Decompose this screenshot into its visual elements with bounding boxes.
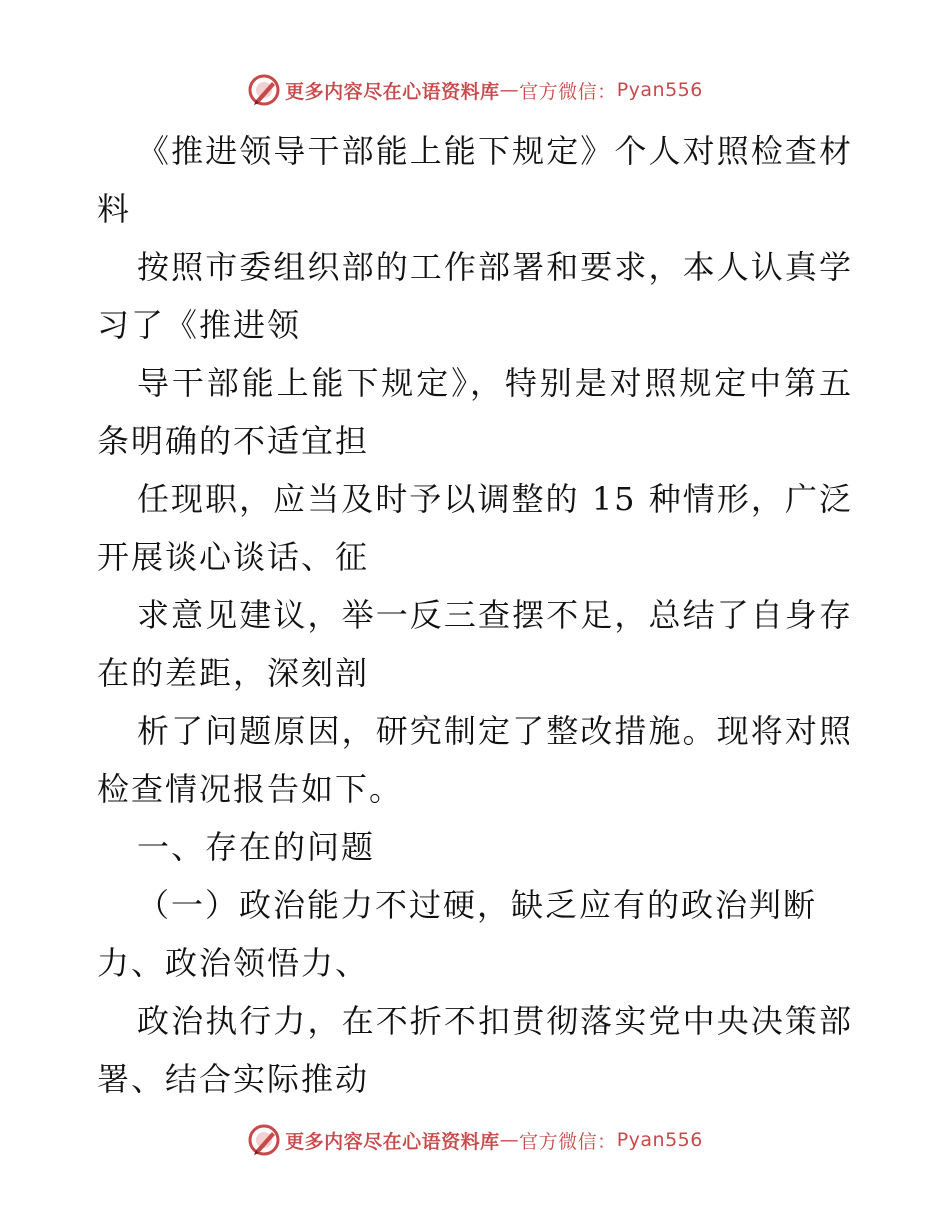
- document-line: 条明确的不适宜担: [97, 422, 370, 460]
- document-line: 习了《推进领: [97, 306, 302, 344]
- document-line: 析了问题原因，研究制定了整改措施。现将对照: [137, 712, 853, 750]
- pen-logo-icon: [247, 73, 281, 107]
- watermark-wechat-label: 官方微信：: [519, 1130, 617, 1153]
- document-line: 政治执行力，在不折不扣贯彻落实党中央决策部: [137, 1002, 853, 1040]
- watermark-main-text: 更多内容尽在心语资料库: [285, 1130, 500, 1153]
- watermark-main-text: 更多内容尽在心语资料库: [285, 80, 500, 103]
- document-line: 料: [97, 190, 132, 228]
- document-line: 导干部能上能下规定》，特别是对照规定中第五: [137, 364, 853, 402]
- footer-watermark: [0, 1120, 950, 1160]
- document-line: 开展谈心谈话、征: [97, 538, 370, 576]
- header-watermark: [0, 70, 950, 110]
- document-body: [97, 122, 853, 1108]
- document-line: 力、政治领悟力、: [97, 944, 370, 982]
- watermark-wechat-label: 官方微信：: [519, 80, 617, 103]
- document-line: 检查情况报告如下。: [97, 770, 404, 808]
- document-line: 求意见建议，举一反三查摆不足，总结了自身存: [137, 596, 853, 634]
- pen-logo-icon: [247, 1123, 281, 1157]
- document-line: 一、存在的问题: [137, 828, 376, 866]
- watermark-wechat-id: Pyan556: [616, 1129, 703, 1151]
- document-line: 在的差距，深刻剖: [97, 654, 370, 692]
- document-line: （一）政治能力不过硬，缺乏应有的政治判断: [137, 886, 818, 924]
- watermark-wechat-id: Pyan556: [616, 79, 703, 101]
- watermark-dash: —: [499, 79, 520, 101]
- watermark-dash: —: [499, 1129, 520, 1151]
- document-line: 署、结合实际推动: [97, 1060, 370, 1098]
- document-line: 任现职，应当及时予以调整的 15 种情形，广泛: [137, 480, 853, 518]
- document-line: 《推进领导干部能上能下规定》个人对照检查材: [137, 132, 853, 170]
- document-line: 按照市委组织部的工作部署和要求，本人认真学: [137, 248, 853, 286]
